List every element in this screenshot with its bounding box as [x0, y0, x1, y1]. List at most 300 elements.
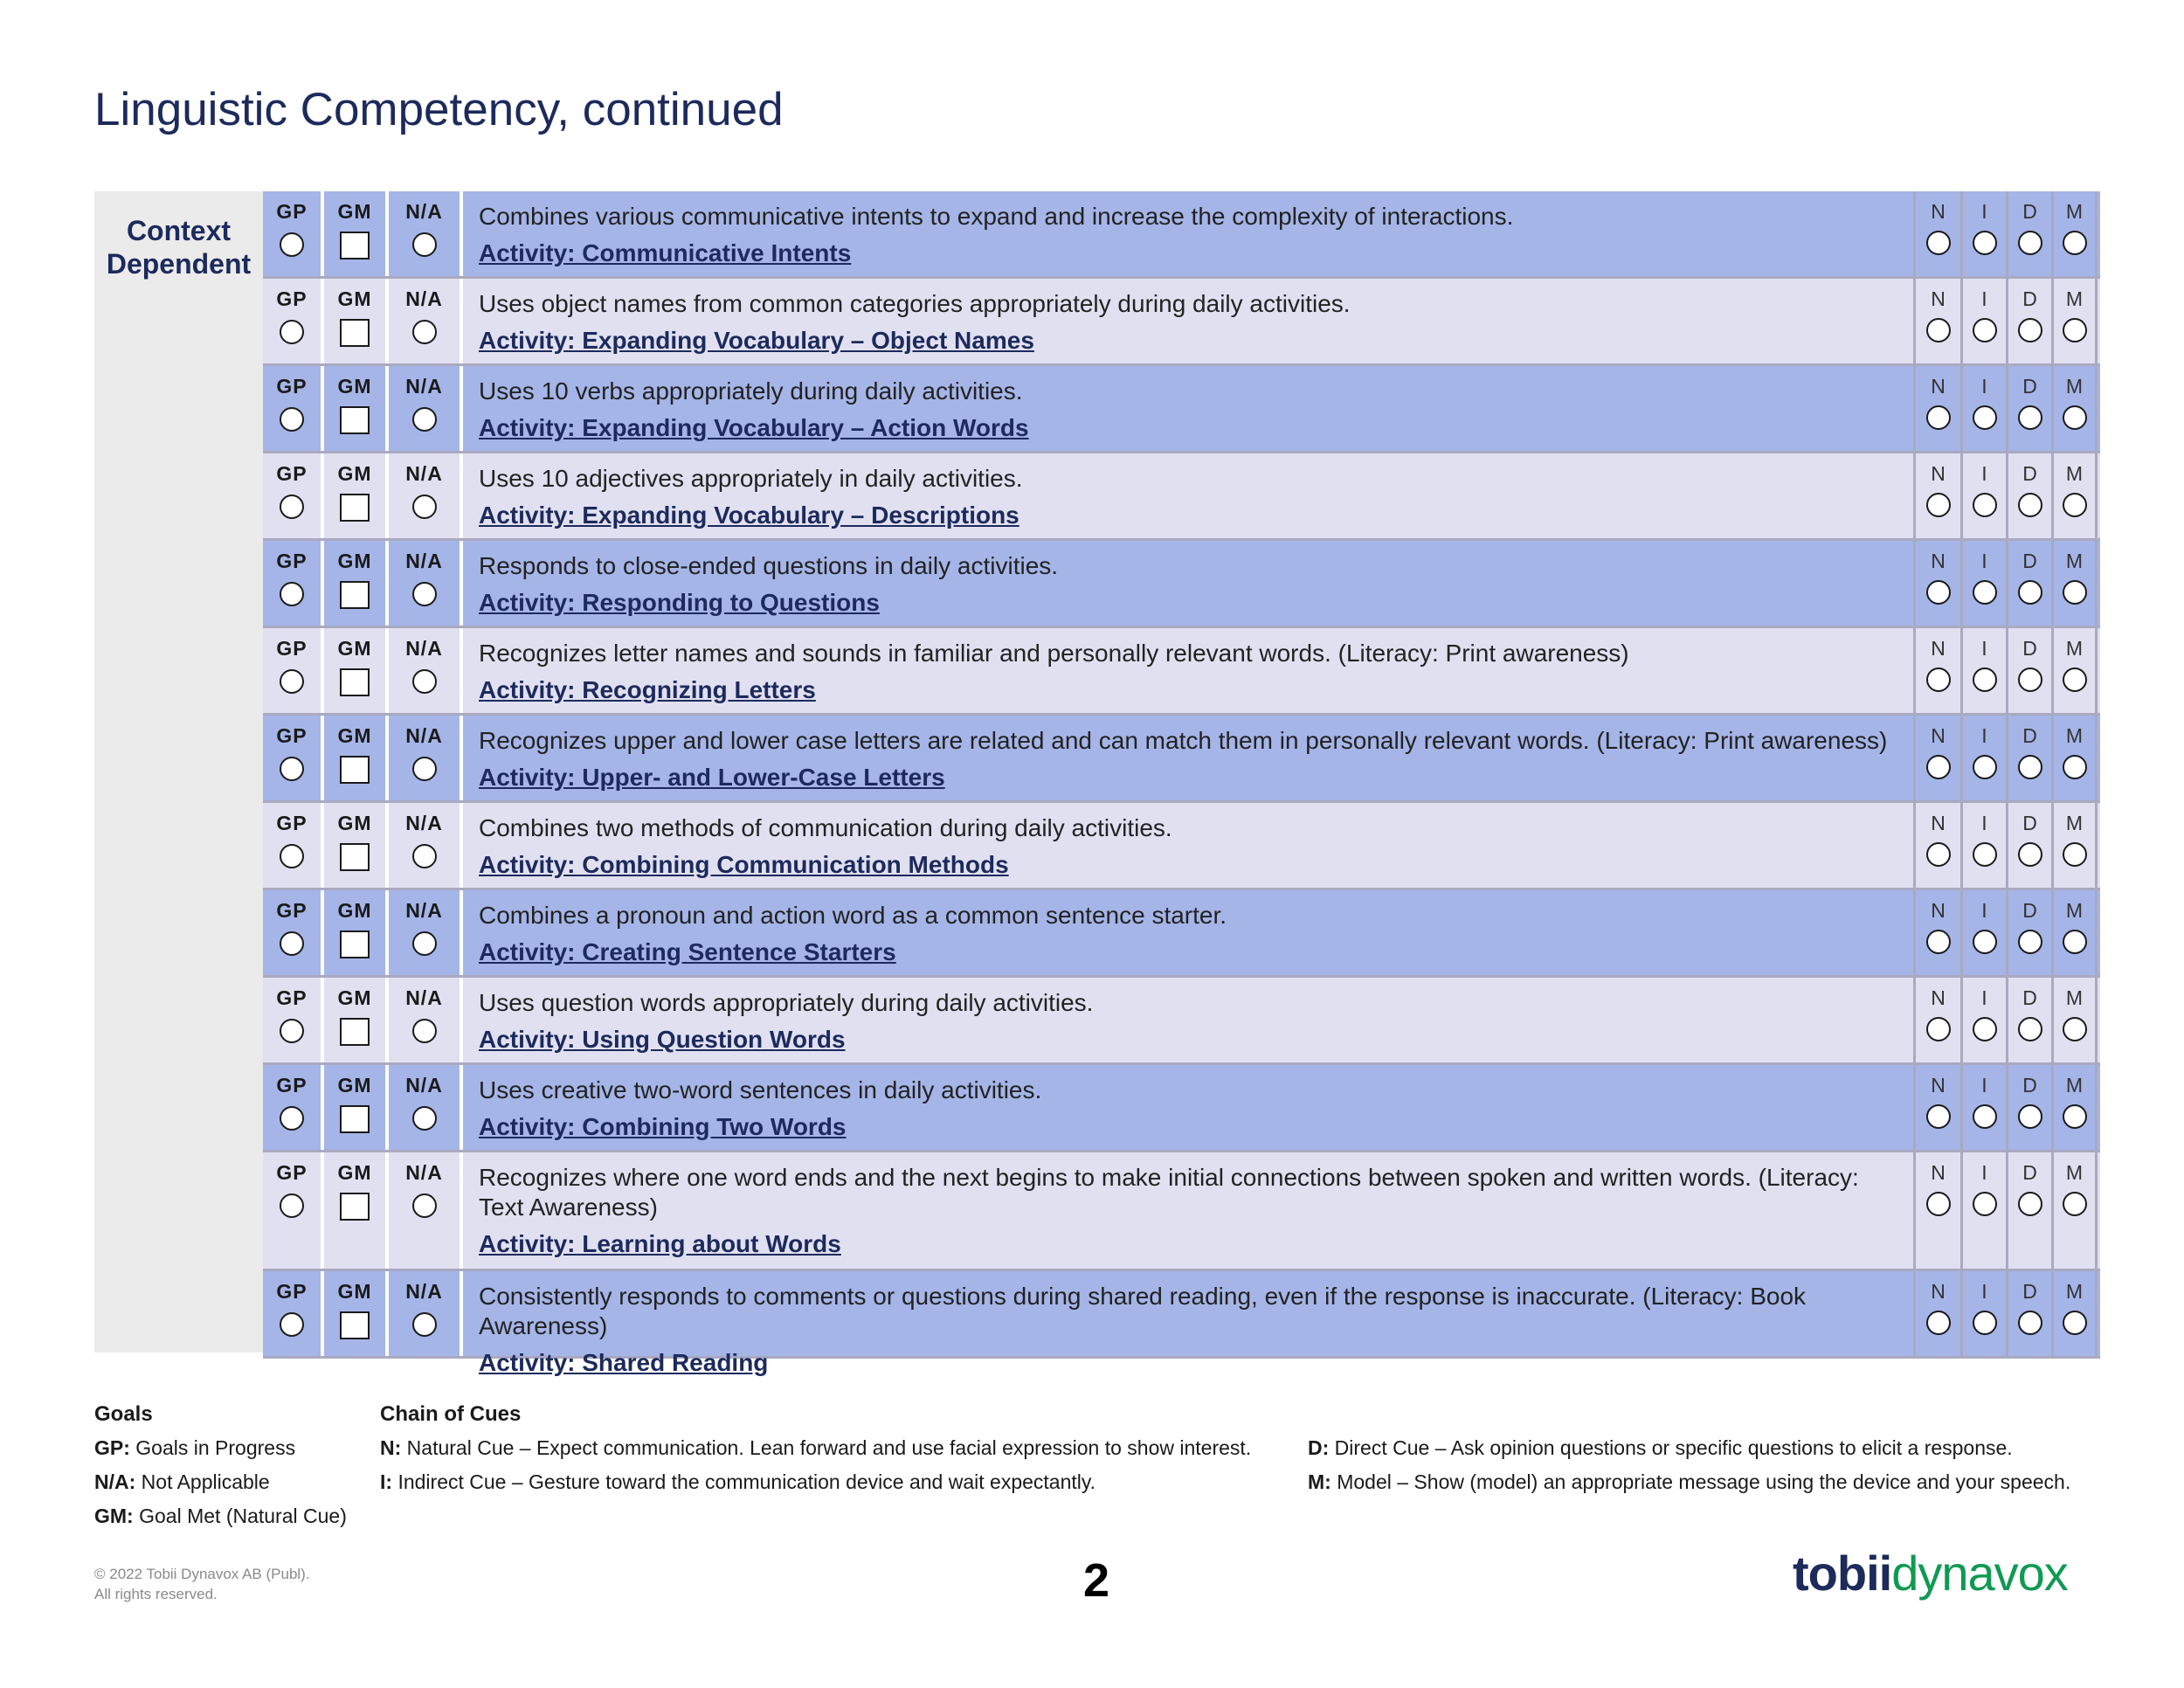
- na-label: N/A: [405, 200, 443, 223]
- n-label: N: [1931, 812, 1946, 834]
- gp-cell: [263, 1065, 324, 1150]
- na-label: N/A: [405, 1280, 443, 1303]
- description-text: Uses question words appropriately during daily activities.: [479, 989, 1094, 1016]
- description-text: Uses 10 adjectives appropriately in daily activities.: [479, 465, 1023, 492]
- gp-cell: [263, 978, 324, 1062]
- na-label: N/A: [405, 287, 443, 310]
- n-label: N: [1931, 200, 1946, 223]
- n-radio[interactable]: [1926, 231, 1951, 255]
- description-text: Uses object names from common categories appropriately during daily activities.: [479, 290, 1351, 317]
- m-cell: [2054, 716, 2098, 800]
- section-sidebar: [94, 191, 263, 1352]
- na-label: N/A: [405, 637, 443, 660]
- i-cell: [1963, 279, 2008, 363]
- i-radio[interactable]: [1973, 580, 1997, 605]
- n-cell: [1916, 1271, 1963, 1356]
- gm-cell: [324, 541, 389, 626]
- description-text: Responds to close-ended questions in daily activities.: [479, 552, 1059, 579]
- d-cell: [2008, 978, 2054, 1062]
- m-radio[interactable]: [2063, 1017, 2087, 1041]
- description-cell: [463, 1271, 1916, 1376]
- gm-checkbox[interactable]: [340, 1105, 370, 1133]
- gm-checkbox[interactable]: [340, 843, 370, 871]
- gm-label: GM: [337, 724, 372, 747]
- i-cell: [1963, 453, 2008, 538]
- d-cell: [2008, 366, 2054, 451]
- i-radio[interactable]: [1973, 1192, 1997, 1216]
- gp-label: GP: [276, 724, 308, 747]
- d-radio[interactable]: [2018, 493, 2042, 517]
- m-label: M: [2065, 550, 2084, 572]
- m-radio[interactable]: [2063, 1104, 2087, 1129]
- section-label-line2: Dependent: [106, 248, 252, 280]
- legend-gm: GM: Goal Met (Natural Cue): [94, 1505, 347, 1527]
- i-radio[interactable]: [1973, 231, 1997, 255]
- activity-link[interactable]: Activity: Expanding Vocabulary – Descriptions: [479, 502, 1019, 529]
- m-label: M: [2065, 287, 2084, 310]
- description-cell: [463, 978, 1916, 1062]
- i-cell: [1963, 1271, 2008, 1356]
- i-radio[interactable]: [1973, 842, 1997, 867]
- gp-radio[interactable]: [280, 1106, 304, 1131]
- i-radio[interactable]: [1973, 318, 1997, 342]
- m-radio[interactable]: [2063, 405, 2087, 430]
- na-cell: [389, 366, 463, 451]
- table-row: [263, 191, 2100, 279]
- i-radio[interactable]: [1973, 930, 1997, 954]
- m-cell: [2054, 1152, 2098, 1269]
- description-cell: [463, 716, 1916, 800]
- na-cell: [389, 1271, 463, 1356]
- d-cell: [2008, 191, 2054, 276]
- na-cell: [389, 453, 463, 538]
- na-radio[interactable]: [412, 757, 437, 781]
- goals-heading: Goals: [94, 1402, 153, 1426]
- n-cell: [1916, 803, 1963, 888]
- i-label: I: [1981, 550, 1987, 572]
- gm-cell: [324, 453, 389, 538]
- gp-radio[interactable]: [280, 757, 304, 781]
- d-label: D: [2022, 637, 2037, 660]
- m-cell: [2054, 978, 2098, 1062]
- i-cell: [1963, 191, 2008, 276]
- m-radio[interactable]: [2063, 580, 2087, 605]
- gp-radio[interactable]: [280, 320, 304, 344]
- n-radio[interactable]: [1926, 1104, 1951, 1129]
- n-label: N: [1931, 287, 1946, 310]
- gp-radio[interactable]: [280, 407, 304, 432]
- gm-checkbox[interactable]: [340, 930, 370, 958]
- d-cell: [2008, 541, 2054, 626]
- gp-label: GP: [276, 375, 308, 398]
- gm-checkbox[interactable]: [340, 494, 370, 522]
- m-label: M: [2065, 200, 2084, 223]
- activity-link[interactable]: Activity: Expanding Vocabulary – Action Words: [479, 414, 1029, 441]
- m-cell: [2054, 1271, 2098, 1356]
- na-label: N/A: [405, 1161, 443, 1184]
- gp-cell: [263, 628, 324, 713]
- n-radio[interactable]: [1926, 1311, 1951, 1335]
- gp-cell: [263, 890, 324, 975]
- gm-cell: [324, 978, 389, 1062]
- d-label: D: [2022, 1161, 2037, 1184]
- i-label: I: [1981, 462, 1987, 485]
- i-radio[interactable]: [1973, 1017, 1997, 1041]
- d-radio[interactable]: [2018, 1104, 2042, 1129]
- na-label: N/A: [405, 550, 443, 572]
- gp-radio[interactable]: [280, 1312, 304, 1337]
- na-cell: [389, 191, 463, 276]
- n-cell: [1916, 191, 1963, 276]
- m-label: M: [2065, 375, 2084, 398]
- gm-label: GM: [337, 986, 372, 1009]
- m-radio[interactable]: [2063, 318, 2087, 342]
- n-label: N: [1931, 724, 1946, 747]
- na-cell: [389, 279, 463, 363]
- d-label: D: [2022, 287, 2037, 310]
- na-radio[interactable]: [412, 1312, 437, 1337]
- m-cell: [2054, 803, 2098, 888]
- gp-radio[interactable]: [280, 232, 304, 257]
- table-row: [263, 541, 2100, 628]
- description-cell: [463, 628, 1916, 713]
- m-radio[interactable]: [2063, 1192, 2087, 1216]
- n-label: N: [1931, 375, 1946, 398]
- n-cell: [1916, 541, 1963, 626]
- n-cell: [1916, 716, 1963, 800]
- na-radio[interactable]: [412, 931, 437, 956]
- gm-cell: [324, 803, 389, 888]
- i-radio[interactable]: [1973, 668, 1997, 692]
- gp-cell: [263, 279, 324, 363]
- i-radio[interactable]: [1973, 1104, 1997, 1129]
- n-label: N: [1931, 550, 1946, 572]
- n-radio[interactable]: [1926, 930, 1951, 954]
- i-cell: [1963, 978, 2008, 1062]
- n-label: N: [1931, 637, 1946, 660]
- na-label: N/A: [405, 375, 443, 398]
- d-radio[interactable]: [2018, 1192, 2042, 1216]
- gp-radio[interactable]: [280, 1193, 304, 1218]
- i-radio[interactable]: [1973, 493, 1997, 517]
- d-label: D: [2022, 724, 2037, 747]
- gp-cell: [263, 191, 324, 276]
- gm-label: GM: [337, 287, 372, 310]
- gp-radio[interactable]: [280, 582, 304, 606]
- cues-heading: Chain of Cues: [380, 1402, 522, 1426]
- m-cell: [2054, 541, 2098, 626]
- description-cell: [463, 541, 1916, 626]
- description-text: Recognizes letter names and sounds in familiar and personally relevant words. (Literacy: Print awareness): [479, 640, 1629, 667]
- gp-radio[interactable]: [280, 931, 304, 956]
- m-radio[interactable]: [2063, 668, 2087, 692]
- activity-link[interactable]: Activity: Combining Communication Methods: [479, 851, 1009, 878]
- na-cell: [389, 716, 463, 800]
- d-label: D: [2022, 375, 2037, 398]
- legend-i: I: Indirect Cue – Gesture toward the communication device and wait expectantly.: [380, 1470, 1096, 1493]
- d-cell: [2008, 1152, 2054, 1269]
- table-row: [263, 453, 2100, 541]
- gp-label: GP: [276, 462, 308, 485]
- na-radio[interactable]: [412, 1193, 437, 1218]
- na-cell: [389, 628, 463, 713]
- table-row: [263, 1152, 2100, 1271]
- gm-checkbox[interactable]: [340, 1193, 370, 1221]
- n-cell: [1916, 890, 1963, 975]
- gm-label: GM: [337, 1074, 372, 1097]
- gm-cell: [324, 628, 389, 713]
- m-cell: [2054, 453, 2098, 538]
- table-row: [263, 978, 2100, 1065]
- n-radio[interactable]: [1926, 405, 1951, 430]
- m-label: M: [2065, 899, 2084, 922]
- n-radio[interactable]: [1926, 668, 1951, 692]
- competency-table: [263, 191, 2100, 1376]
- gm-cell: [324, 1065, 389, 1150]
- d-label: D: [2022, 462, 2037, 485]
- activity-link[interactable]: Activity: Upper- and Lower-Case Letters: [479, 764, 945, 791]
- m-label: M: [2065, 1161, 2084, 1184]
- gm-checkbox[interactable]: [340, 756, 370, 784]
- gp-label: GP: [276, 1280, 308, 1303]
- m-radio[interactable]: [2063, 930, 2087, 954]
- na-label: N/A: [405, 724, 443, 747]
- d-label: D: [2022, 812, 2037, 834]
- table-row: [263, 279, 2100, 366]
- na-label: N/A: [405, 1074, 443, 1097]
- description-cell: [463, 279, 1916, 363]
- gp-label: GP: [276, 1074, 308, 1097]
- activity-link[interactable]: Activity: Learning about Words: [479, 1230, 841, 1257]
- n-radio[interactable]: [1926, 318, 1951, 342]
- na-radio[interactable]: [412, 1106, 437, 1131]
- i-radio[interactable]: [1973, 755, 1997, 779]
- gp-cell: [263, 716, 324, 800]
- description-text: Combines two methods of communication during daily activities.: [479, 814, 1172, 841]
- na-radio[interactable]: [412, 1019, 437, 1043]
- n-radio[interactable]: [1926, 580, 1951, 605]
- i-label: I: [1981, 287, 1987, 310]
- legend-gp: GP: Goals in Progress: [94, 1436, 296, 1459]
- gm-label: GM: [337, 1280, 372, 1303]
- i-cell: [1963, 628, 2008, 713]
- d-cell: [2008, 1065, 2054, 1150]
- legend-m: M: Model – Show (model) an appropriate message using the device and your speech.: [1308, 1470, 2071, 1493]
- i-label: I: [1981, 1280, 1987, 1303]
- gm-label: GM: [337, 375, 372, 398]
- gm-checkbox[interactable]: [340, 406, 370, 434]
- m-cell: [2054, 279, 2098, 363]
- gm-checkbox[interactable]: [340, 581, 370, 609]
- gp-cell: [263, 803, 324, 888]
- i-label: I: [1981, 375, 1987, 398]
- m-cell: [2054, 890, 2098, 975]
- gp-cell: [263, 1271, 324, 1356]
- n-label: N: [1931, 1280, 1946, 1303]
- gm-label: GM: [337, 550, 372, 572]
- i-label: I: [1981, 986, 1987, 1009]
- gm-label: GM: [337, 462, 372, 485]
- na-cell: [389, 1152, 463, 1269]
- d-radio[interactable]: [2018, 580, 2042, 605]
- tobii-dynavox-logo: tobiidynavox: [1793, 1546, 2068, 1601]
- description-cell: [463, 1065, 1916, 1150]
- n-label: N: [1931, 986, 1946, 1009]
- d-radio[interactable]: [2018, 755, 2042, 779]
- description-text: Combines various communicative intents to expand and increase the complexity of interactions.: [479, 203, 1514, 230]
- d-label: D: [2022, 899, 2037, 922]
- m-label: M: [2065, 986, 2084, 1009]
- table-row: [263, 716, 2100, 803]
- n-label: N: [1931, 1074, 1946, 1097]
- n-cell: [1916, 453, 1963, 538]
- i-label: I: [1981, 812, 1987, 834]
- d-cell: [2008, 1271, 2054, 1356]
- activity-link[interactable]: Activity: Communicative Intents: [479, 239, 852, 266]
- legend-na: N/A: Not Applicable: [94, 1470, 270, 1493]
- gm-checkbox[interactable]: [340, 319, 370, 347]
- gp-label: GP: [276, 287, 308, 310]
- d-radio[interactable]: [2018, 231, 2042, 255]
- activity-link[interactable]: Activity: Combining Two Words: [479, 1113, 847, 1140]
- d-radio[interactable]: [2018, 1311, 2042, 1335]
- i-cell: [1963, 1065, 2008, 1150]
- na-radio[interactable]: [412, 232, 437, 257]
- n-radio[interactable]: [1926, 1192, 1951, 1216]
- gp-radio[interactable]: [280, 669, 304, 694]
- na-cell: [389, 1065, 463, 1150]
- gm-cell: [324, 366, 389, 451]
- gm-checkbox[interactable]: [340, 668, 370, 696]
- cues-legend: [380, 1397, 1251, 1499]
- activity-link[interactable]: Activity: Responding to Questions: [479, 589, 880, 616]
- gm-cell: [324, 191, 389, 276]
- activity-link[interactable]: Activity: Shared Reading: [479, 1349, 769, 1376]
- i-label: I: [1981, 637, 1987, 660]
- m-label: M: [2065, 1074, 2084, 1097]
- na-label: N/A: [405, 462, 443, 485]
- gm-checkbox[interactable]: [340, 1018, 370, 1046]
- description-text: Uses creative two-word sentences in daily activities.: [479, 1076, 1042, 1103]
- gp-radio[interactable]: [280, 495, 304, 519]
- gp-cell: [263, 1152, 324, 1269]
- m-label: M: [2065, 724, 2084, 747]
- legend-d: D: Direct Cue – Ask opinion questions or specific questions to elicit a response.: [1308, 1436, 2013, 1459]
- d-cell: [2008, 279, 2054, 363]
- goals-legend: [94, 1397, 347, 1533]
- na-radio[interactable]: [412, 844, 437, 868]
- na-radio[interactable]: [412, 320, 437, 344]
- m-cell: [2054, 1065, 2098, 1150]
- m-radio[interactable]: [2063, 755, 2087, 779]
- section-label: [94, 214, 263, 280]
- na-radio[interactable]: [412, 669, 437, 694]
- n-radio[interactable]: [1926, 842, 1951, 867]
- i-cell: [1963, 890, 2008, 975]
- n-radio[interactable]: [1926, 1017, 1951, 1041]
- legend-n: N: Natural Cue – Expect communication. Lean forward and use facial expression to show interest.: [380, 1436, 1252, 1459]
- gp-cell: [263, 366, 324, 451]
- page-number: 2: [1082, 1554, 1110, 1607]
- d-label: D: [2022, 1074, 2037, 1097]
- gm-checkbox[interactable]: [340, 1311, 370, 1339]
- gm-cell: [324, 1152, 389, 1269]
- m-radio[interactable]: [2063, 231, 2087, 255]
- i-cell: [1963, 541, 2008, 626]
- description-cell: [463, 366, 1916, 451]
- na-label: N/A: [405, 812, 443, 834]
- d-radio[interactable]: [2018, 405, 2042, 430]
- table-row: [263, 628, 2100, 716]
- gp-cell: [263, 541, 324, 626]
- activity-link[interactable]: Activity: Creating Sentence Starters: [479, 938, 896, 965]
- m-cell: [2054, 366, 2098, 451]
- activity-link[interactable]: Activity: Using Question Words: [479, 1026, 846, 1053]
- na-radio[interactable]: [412, 407, 437, 432]
- na-cell: [389, 541, 463, 626]
- n-radio[interactable]: [1926, 493, 1951, 517]
- n-cell: [1916, 1152, 1963, 1269]
- d-radio[interactable]: [2018, 318, 2042, 342]
- d-label: D: [2022, 1280, 2037, 1303]
- description-text: Recognizes upper and lower case letters are related and can match them in personally relevant words. (Literacy: Print awareness): [479, 727, 1888, 754]
- gm-label: GM: [337, 637, 372, 660]
- gm-cell: [324, 279, 389, 363]
- n-cell: [1916, 978, 1963, 1062]
- na-label: N/A: [405, 986, 443, 1009]
- description-text: Combines a pronoun and action word as a common sentence starter.: [479, 902, 1227, 929]
- n-label: N: [1931, 899, 1946, 922]
- d-radio[interactable]: [2018, 842, 2042, 867]
- cues-legend-2: [1308, 1431, 2070, 1499]
- gp-label: GP: [276, 1161, 308, 1184]
- description-cell: [463, 1152, 1916, 1269]
- copyright: © 2022 Tobii Dynavox AB (Publ). All rights reserved.: [94, 1566, 310, 1602]
- activity-link[interactable]: Activity: Recognizing Letters: [479, 676, 816, 703]
- na-cell: [389, 978, 463, 1062]
- na-radio[interactable]: [412, 495, 437, 519]
- n-radio[interactable]: [1926, 755, 1951, 779]
- d-label: D: [2022, 550, 2037, 572]
- na-radio[interactable]: [412, 582, 437, 606]
- d-radio[interactable]: [2018, 1017, 2042, 1041]
- m-label: M: [2065, 1280, 2084, 1303]
- i-cell: [1963, 716, 2008, 800]
- i-radio[interactable]: [1973, 405, 1997, 430]
- gp-radio[interactable]: [280, 1019, 304, 1043]
- gm-label: GM: [337, 1161, 372, 1184]
- i-radio[interactable]: [1973, 1311, 1997, 1335]
- m-radio[interactable]: [2063, 842, 2087, 867]
- gm-cell: [324, 1271, 389, 1356]
- m-radio[interactable]: [2063, 493, 2087, 517]
- gp-radio[interactable]: [280, 844, 304, 868]
- d-radio[interactable]: [2018, 668, 2042, 692]
- m-radio[interactable]: [2063, 1311, 2087, 1335]
- activity-link[interactable]: Activity: Expanding Vocabulary – Object Names: [479, 327, 1034, 354]
- description-cell: [463, 803, 1916, 888]
- gm-checkbox[interactable]: [340, 232, 370, 259]
- m-label: M: [2065, 812, 2084, 834]
- gp-label: GP: [276, 986, 308, 1009]
- description-cell: [463, 191, 1916, 276]
- i-label: I: [1981, 200, 1987, 223]
- section-label-line1: Context: [126, 215, 232, 246]
- d-radio[interactable]: [2018, 930, 2042, 954]
- na-cell: [389, 803, 463, 888]
- table-row: [263, 890, 2100, 978]
- gm-cell: [324, 716, 389, 800]
